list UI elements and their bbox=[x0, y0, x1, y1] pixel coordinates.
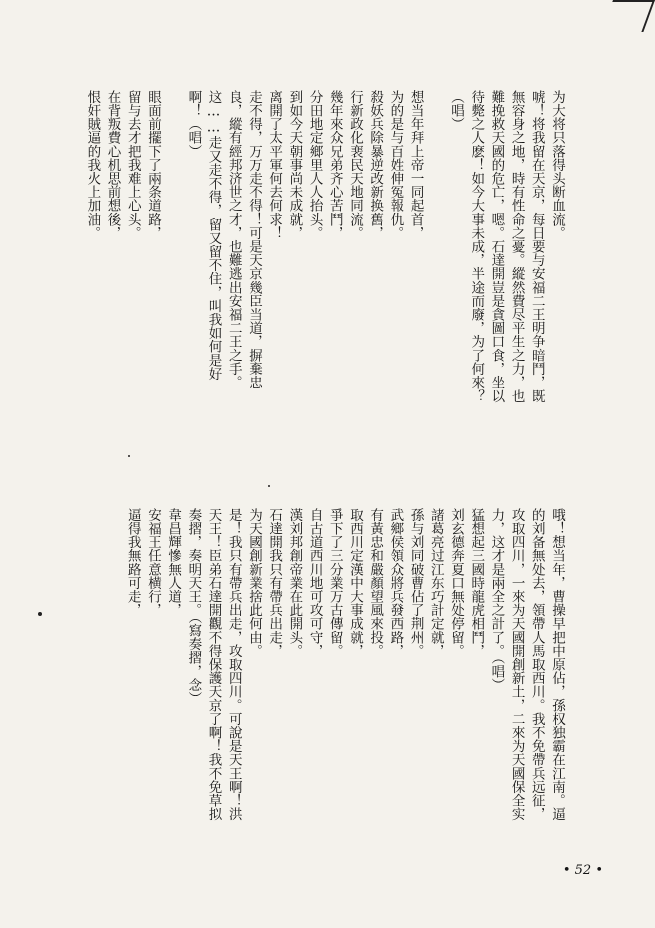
text-column: 走不得，万万走不得！可是天京幾臣当道，摒棄忠 bbox=[245, 90, 262, 390]
text-column: 啊！（唱） bbox=[185, 90, 202, 158]
text-column: 取西川定漢中大事成就， bbox=[346, 508, 363, 658]
text-column: 哦！想当年，曹操早把中原佔，孫权独霸在江南。逼 bbox=[549, 508, 565, 821]
text-column: 孫与刘同破曹佔了荆州。 bbox=[407, 508, 424, 658]
corner-scan-mark bbox=[601, 0, 655, 32]
upper-text-block bbox=[84, 90, 567, 530]
text-column: 猛想起三國時龍虎相鬥， bbox=[468, 508, 485, 658]
text-column: 殺妖兵除暴逆改新换舊， bbox=[367, 90, 384, 240]
ink-speck bbox=[128, 455, 130, 457]
text-column: 唬！将我留在天京，每日要与安福二王明争暗鬥，既 bbox=[528, 90, 545, 403]
text-column: 在背叛費心机思前想後， bbox=[104, 90, 121, 240]
text-column: 力，这才是兩全之計了。（唱） bbox=[488, 508, 505, 692]
text-column: 武鄉侯領众將兵發西路， bbox=[387, 508, 404, 658]
text-column: 天王！臣弟石達開觀不得保護天京了啊！我不免草拟 bbox=[205, 508, 222, 821]
ink-speck bbox=[38, 612, 42, 616]
lower-text-block bbox=[117, 508, 567, 848]
text-column: 漢刘邦創帝業在此開头。 bbox=[286, 508, 303, 658]
text-column: 韋昌輝慘無人道， bbox=[165, 508, 182, 617]
ink-speck bbox=[268, 485, 270, 487]
text-column: 恨奸賊逼的我火上加油。 bbox=[84, 90, 101, 240]
text-column: 行新政化裵民天地同流。 bbox=[346, 90, 363, 240]
text-column: 逼得我無路可走， bbox=[124, 508, 141, 617]
text-column: 想当年拜上帝一同起首， bbox=[407, 90, 424, 240]
text-column: 幾年來众兄弟齐心苦鬥， bbox=[326, 90, 343, 240]
text-column bbox=[163, 90, 183, 530]
text-column: 为的是与百姓伸冤報仇。 bbox=[387, 90, 404, 240]
text-column: 离開了太平軍何去何求！ bbox=[266, 90, 283, 240]
text-column: 待斃之人麽！如今大事未成，半途而廢，为了何來？ bbox=[468, 90, 485, 403]
text-column: 这……走又走不得，留又留不住，叫我如何是好 bbox=[205, 90, 222, 381]
text-column: 为天國創新業捨此何由。 bbox=[245, 508, 262, 658]
text-column: 難挽救天國的危亡，嗯。石達開豈是貪圖口食，坐以 bbox=[488, 90, 505, 403]
text-column: 自古道西川地可攻可守， bbox=[306, 508, 323, 658]
text-column: 攻取四川，一來为天國開創新土，二來为天國保全实 bbox=[508, 508, 525, 821]
text-column: （唱） bbox=[447, 90, 464, 131]
text-column: 有黃忠和嚴顏望風來投。 bbox=[367, 508, 384, 658]
text-column: 为大将只落得头断血流。 bbox=[549, 90, 565, 240]
text-column: 奏摺，奏明天王。（寫奏摺，念） bbox=[185, 508, 202, 706]
text-column: 眼面前擺下了兩条道路， bbox=[144, 90, 161, 240]
text-column: 是！我只有帶兵出走，攻取四川。可說是天王啊！洪 bbox=[225, 508, 242, 821]
text-column: 諸葛亮过江东巧計定就， bbox=[427, 508, 444, 658]
text-column: 爭下了三分業万古傳留。 bbox=[326, 508, 343, 658]
text-column: 刘玄德奔夏口無处停留。 bbox=[447, 508, 464, 658]
text-column: 留与去才把我难上心头。 bbox=[124, 90, 141, 240]
text-column: 安福王任意横行， bbox=[144, 508, 161, 617]
text-column: 良，縱有經邦济世之才，也難逃出安福二王之手。 bbox=[225, 90, 242, 390]
text-column: 無容身之地，時有性命之憂。縱然費尽平生之力，也 bbox=[508, 90, 525, 403]
text-column: 到如今天朝事尚未成就， bbox=[286, 90, 303, 240]
text-column bbox=[426, 90, 446, 530]
text-column: 分田地定鄉里人人抬头。 bbox=[306, 90, 323, 240]
page-number: • 52 • bbox=[562, 863, 603, 878]
text-column: 石達開我只有帶兵出走， bbox=[266, 508, 283, 658]
text-column: 的刘备無处去，領帶人馬取西川。我不免帶兵远征， bbox=[528, 508, 545, 821]
